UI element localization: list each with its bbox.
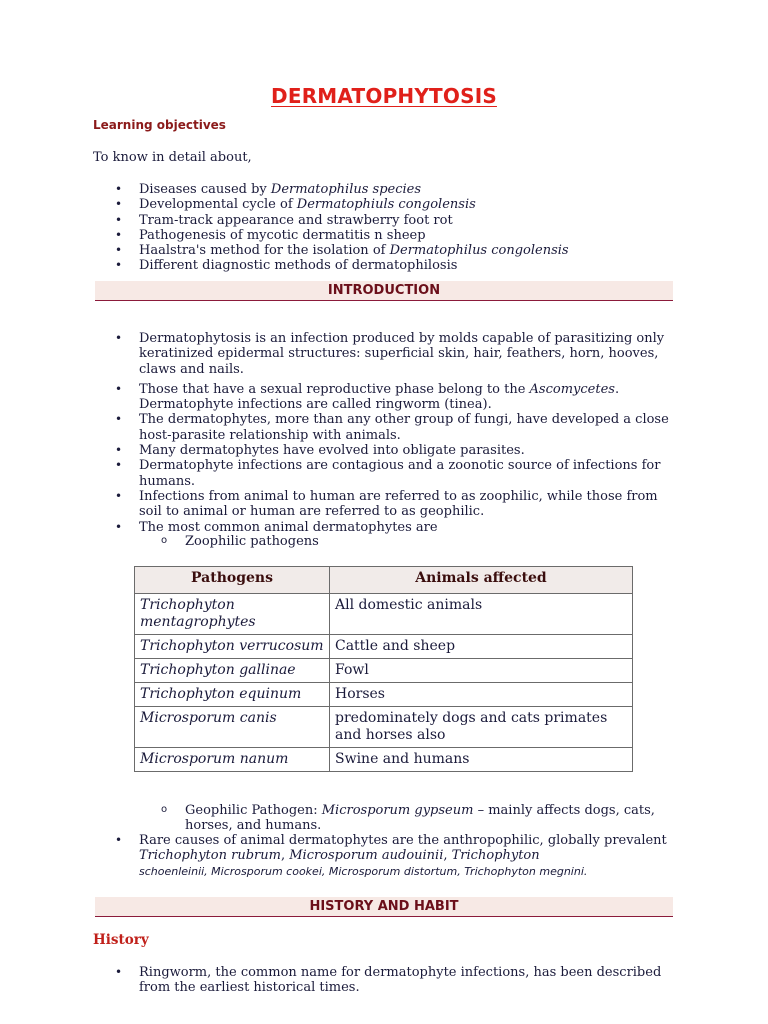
- geophilic-sublist: [185, 803, 665, 834]
- list-item: • Rare causes of animal dermatophytes are the anthropophilic, globally prevalent Trichophyton rubrum, Microsporum audouinii, Trichophyton schoenleinii, Microsporum cookei, Microsporum distortum, Trichophyton megnini.: [139, 833, 679, 879]
- pathogen-cell: Trichophyton equinum: [135, 683, 330, 707]
- table-row: [135, 659, 633, 683]
- table-header-row: [135, 567, 633, 594]
- list-item: • Pathogenesis of mycotic dermatitis n sheep: [139, 228, 679, 243]
- column-header-animals: Animals affected: [330, 567, 633, 594]
- animals-cell: Swine and humans: [330, 748, 633, 772]
- column-header-pathogens: Pathogens: [135, 567, 330, 594]
- list-item: • Developmental cycle of Dermatophiuls congolensis: [139, 197, 679, 212]
- animals-cell: Horses: [330, 683, 633, 707]
- list-item: • Many dermatophytes have evolved into obligate parasites.: [139, 443, 679, 458]
- list-item: • Dermatophyte infections are contagious and a zoonotic source of infections for humans.: [139, 458, 679, 489]
- list-item: • The most common animal dermatophytes are: [139, 520, 679, 535]
- list-item: • Infections from animal to human are referred to as zoophilic, while those from soil to animal or human are referred to as geophilic.: [139, 489, 679, 520]
- pathogen-cell: Microsporum canis: [135, 707, 330, 748]
- pathogen-cell: Trichophyton verrucosum: [135, 635, 330, 659]
- table-row: [135, 707, 633, 748]
- history-habit-heading: HISTORY AND HABIT: [95, 897, 673, 917]
- list-item: • Diseases caused by Dermatophilus species: [139, 182, 679, 197]
- pathogen-cell: Microsporum nanum: [135, 748, 330, 772]
- zoophilic-sublist: [185, 534, 319, 549]
- list-item: • Dermatophytosis is an infection produced by molds capable of parasitizing only keratinized epidermal structures: superficial skin, hair, feathers, horn, hooves, claws and nails.: [139, 331, 679, 377]
- introduction-heading: INTRODUCTION: [95, 281, 673, 301]
- learning-objectives-heading: Learning objectives: [93, 118, 226, 132]
- animals-cell: predominately dogs and cats primates and horses also: [330, 707, 633, 748]
- table-row: [135, 683, 633, 707]
- rare-causes-list: [139, 833, 679, 879]
- objectives-list: [139, 182, 679, 274]
- history-list: [139, 965, 679, 996]
- list-item: • Ringworm, the common name for dermatophyte infections, has been described from the earliest historical times.: [139, 965, 679, 996]
- list-item: • Those that have a sexual reproductive phase belong to the Ascomycetes. Dermatophyte infections are called ringworm (tinea).: [139, 382, 679, 413]
- introduction-list: [139, 331, 679, 535]
- sub-list-item: o Zoophilic pathogens: [185, 534, 319, 549]
- document-title: DERMATOPHYTOSIS: [271, 84, 497, 108]
- pathogen-cell: Trichophyton gallinae: [135, 659, 330, 683]
- animals-cell: Fowl: [330, 659, 633, 683]
- animals-cell: Cattle and sheep: [330, 635, 633, 659]
- pathogen-cell: Trichophyton mentagrophytes: [135, 594, 330, 635]
- objectives-intro: To know in detail about,: [93, 150, 252, 165]
- table-row: [135, 748, 633, 772]
- list-item: • Haalstra's method for the isolation of Dermatophilus congolensis: [139, 243, 679, 258]
- sub-list-item: o Geophilic Pathogen: Microsporum gypseum – mainly affects dogs, cats, horses, and humans.: [185, 803, 665, 834]
- list-item: • Different diagnostic methods of dermatophilosis: [139, 258, 679, 273]
- list-item: • Tram-track appearance and strawberry foot rot: [139, 213, 679, 228]
- table-row: [135, 594, 633, 635]
- table-row: [135, 635, 633, 659]
- history-subheading: History: [93, 932, 149, 948]
- list-item: • The dermatophytes, more than any other group of fungi, have developed a close host-parasite relationship with animals.: [139, 412, 679, 443]
- animals-cell: All domestic animals: [330, 594, 633, 635]
- pathogens-table: [134, 566, 633, 772]
